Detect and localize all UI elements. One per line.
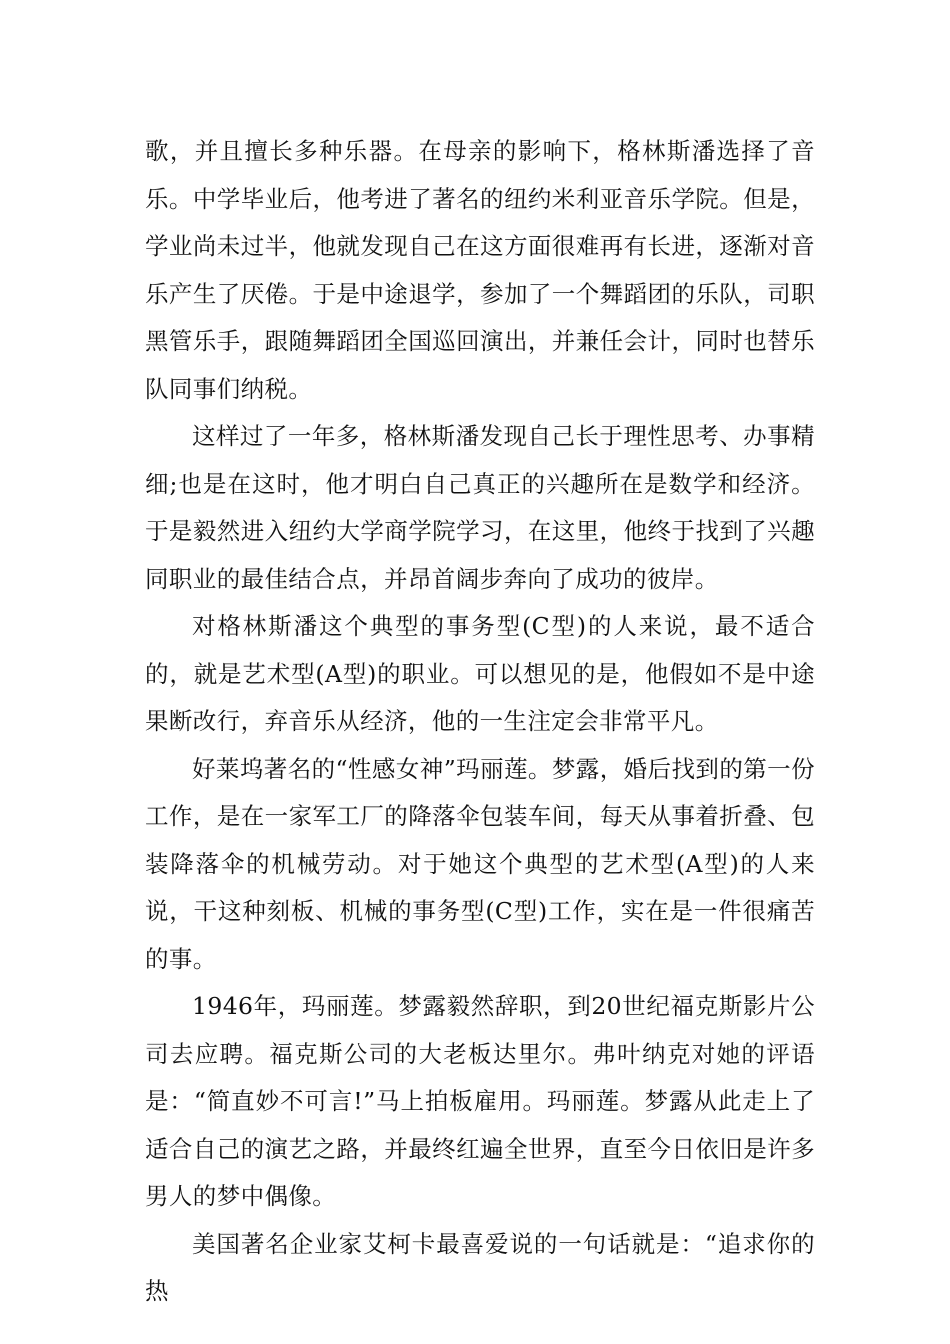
paragraph-iacocca-quote: 美国著名企业家艾柯卡最喜爱说的一句话就是：“追求你的热 xyxy=(145,1229,815,1305)
paragraph-c-type-analysis: 对格林斯潘这个典型的事务型(C型)的人来说，最不适合的，就是艺术型(A型)的职业。可以想见的是，他假如不是中途果断改行，弃音乐从经济，他的一生注定会非常平凡。 xyxy=(145,612,815,735)
body-text xyxy=(145,128,815,1316)
paragraph-continued: 歌，并且擅长多种乐器。在母亲的影响下，格林斯潘选择了音乐。中学毕业后，他考进了著名的纽约米利亚音乐学院。但是，学业尚未过半，他就发现自己在这方面很难再有长进，逐渐对音乐产生了厌倦。于是中途退学，参加了一个舞蹈团的乐队，司职黑管乐手，跟随舞蹈团全国巡回演出，并兼任会计，同时也替乐队同事们纳税。 xyxy=(145,137,815,403)
paragraph-monroe-1946: 1946年，玛丽莲。梦露毅然辞职，到20世纪福克斯影片公司去应聘。福克斯公司的大老板达里尔。弗叶纳克对她的评语是：“简直妙不可言!”马上拍板雇用。玛丽莲。梦露从此走上了适合自己的演艺之路，并最终红遍全世界，直至今日依旧是许多男人的梦中偶像。 xyxy=(145,992,815,1210)
paragraph-greenspan-economics: 这样过了一年多，格林斯潘发现自己长于理性思考、办事精细;也是在这时，他才明白自己真正的兴趣所在是数学和经济。于是毅然进入纽约大学商学院学习，在这里，他终于找到了兴趣同职业的最佳结合点，并昂首阔步奔向了成功的彼岸。 xyxy=(145,422,815,593)
paragraph-monroe-factory: 好莱坞著名的“性感女神”玛丽莲。梦露，婚后找到的第一份工作，是在一家军工厂的降落伞包装车间，每天从事着折叠、包装降落伞的机械劳动。对于她这个典型的艺术型(A型)的人来说，干这种刻板、机械的事务型(C型)工作，实在是一件很痛苦的事。 xyxy=(145,754,815,973)
